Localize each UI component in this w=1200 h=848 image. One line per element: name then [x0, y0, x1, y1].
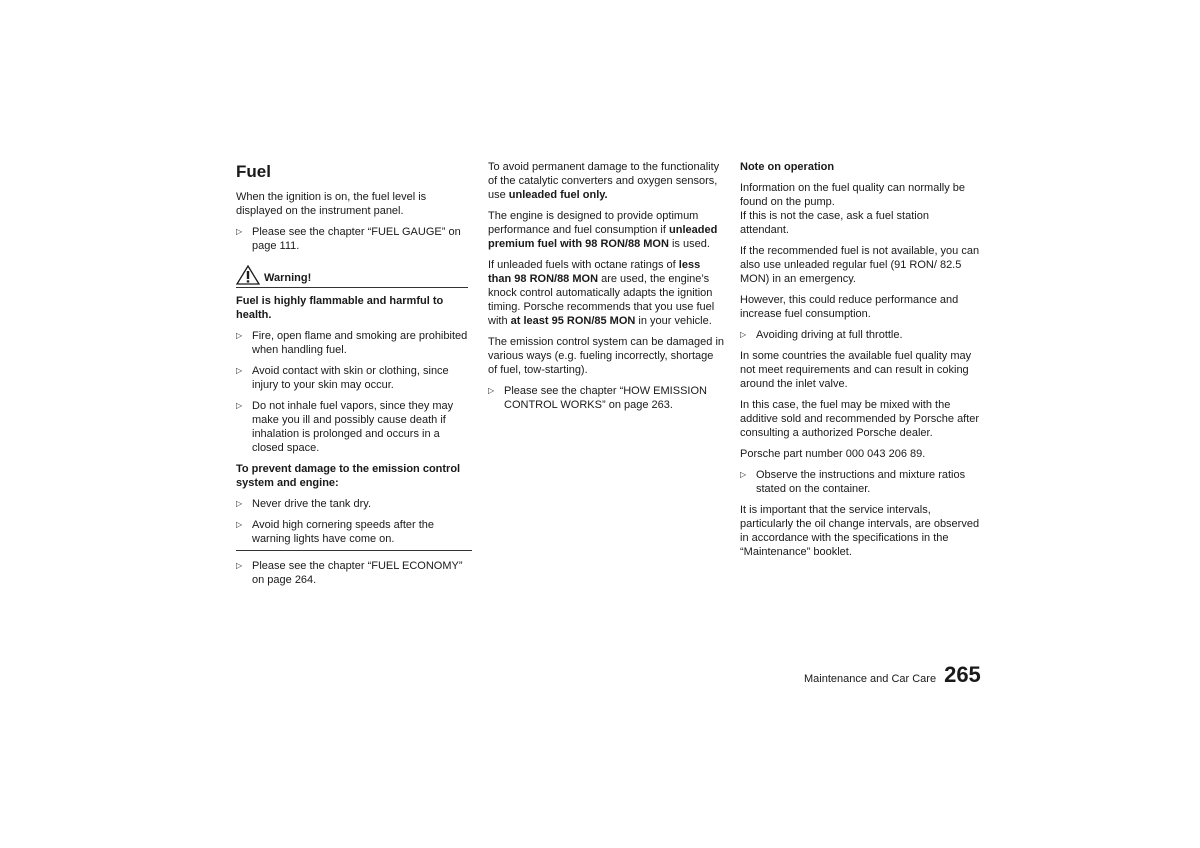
- octane-paragraph: [488, 258, 724, 328]
- note-heading: Note on operation: [740, 161, 835, 173]
- text-run-bold: unleaded fuel only.: [508, 189, 608, 201]
- warning-header: [236, 265, 468, 288]
- section-name: Maintenance and Car Care: [804, 673, 937, 685]
- coking-paragraph: In some countries the available fuel quality may not meet requirements and can result in coking around the inlet valve.: [740, 350, 972, 390]
- list-item: [236, 329, 472, 357]
- list-item: [488, 384, 724, 412]
- recommended-fuel-paragraph: If the recommended fuel is not available, you can also use unleaded regular fuel (91 RON/ 82.5 MON) in an emergency.: [740, 245, 980, 285]
- emission-paragraph: The emission control system can be damaged in various ways (e.g. fueling incorrectly, shortage of fuel, tow-starting).: [488, 336, 725, 376]
- page-title: Fuel: [236, 162, 271, 181]
- triangle-right-icon: ▷: [236, 331, 243, 340]
- warning-label: Warning!: [264, 272, 312, 284]
- warning-end-divider: [236, 550, 472, 551]
- warning-item: Do not inhale fuel vapors, since they may make you ill and possibly cause death if inhalation is prolonged and occurs in a closed space.: [252, 400, 454, 454]
- list-item: [236, 518, 472, 546]
- see-gauge-text: Please see the chapter “FUEL GAUGE” on page 111.: [252, 226, 461, 252]
- text-run: If unleaded fuels with octane ratings of: [488, 259, 679, 271]
- engine-design-paragraph: [488, 209, 724, 251]
- text-run: are used, the engine’s knock control automatically adapts the ignition timing. Porsche recommends that you use fuel with: [488, 273, 715, 327]
- text-run: To avoid permanent damage to the functionality of the catalytic converters and oxygen sensors, use: [488, 161, 720, 201]
- mixture-text: Observe the instructions and mixture ratios stated on the container.: [756, 469, 966, 495]
- catalytic-paragraph: [488, 160, 724, 202]
- triangle-right-icon: ▷: [236, 366, 243, 375]
- column-2: [488, 160, 724, 419]
- text-run-bold: less than 98 RON/88 MON: [488, 259, 701, 285]
- text-run: Information on the fuel quality can normally be found on the pump.: [740, 182, 966, 208]
- prevent-item: Avoid high cornering speeds after the warning lights have come on.: [252, 519, 435, 545]
- list-item: [740, 468, 980, 496]
- performance-paragraph: However, this could reduce performance and increase fuel consumption.: [740, 294, 959, 320]
- list-item: [740, 328, 980, 342]
- warning-item: Fire, open flame and smoking are prohibited when handling fuel.: [252, 330, 468, 356]
- see-economy-text: Please see the chapter “FUEL ECONOMY” on page 264.: [252, 560, 463, 586]
- part-number-paragraph: Porsche part number 000 043 206 89.: [740, 448, 926, 460]
- triangle-right-icon: ▷: [236, 401, 243, 410]
- column-3: [740, 160, 980, 566]
- service-interval-paragraph: It is important that the service intervals, particularly the oil change intervals, are observed in accordance with the specifications in the “Maintenance” booklet.: [740, 504, 980, 558]
- additive-paragraph: In this case, the fuel may be mixed with the additive sold and recommended by Porsche after consulting a authorized Porsche dealer.: [740, 399, 980, 439]
- page-footer: [804, 662, 981, 688]
- intro-paragraph: When the ignition is on, the fuel level is displayed on the instrument panel.: [236, 191, 427, 217]
- list-item: [236, 497, 472, 511]
- column-1: [236, 160, 472, 594]
- see-emission-text: Please see the chapter “HOW EMISSION CONTROL WORKS” on page 263.: [504, 385, 707, 411]
- text-run-bold: unleaded premium fuel with 98 RON/88 MON: [488, 224, 718, 250]
- warning-heading: Fuel is highly flammable and harmful to health.: [236, 295, 444, 321]
- prevent-heading: To prevent damage to the emission control system and engine:: [236, 463, 461, 489]
- list-item: [236, 559, 472, 587]
- text-run: If this is not the case, ask a fuel station attendant.: [740, 210, 929, 236]
- triangle-right-icon: ▷: [236, 499, 243, 508]
- triangle-right-icon: ▷: [488, 386, 495, 395]
- full-throttle-text: Avoiding driving at full throttle.: [756, 329, 903, 341]
- triangle-right-icon: ▷: [236, 561, 243, 570]
- triangle-right-icon: ▷: [236, 520, 243, 529]
- list-item: [236, 364, 472, 392]
- text-run: The engine is designed to provide optimum performance and fuel consumption if: [488, 210, 699, 236]
- triangle-right-icon: ▷: [740, 470, 747, 479]
- list-item: [236, 399, 472, 455]
- page-number: 265: [944, 662, 981, 687]
- text-run: is used.: [668, 238, 710, 250]
- warning-item: Avoid contact with skin or clothing, since injury to your skin may occur.: [252, 365, 449, 391]
- text-run-bold: at least 95 RON/85 MON: [510, 315, 636, 327]
- triangle-right-icon: ▷: [236, 227, 243, 236]
- fuel-quality-paragraph: [740, 181, 980, 237]
- warning-triangle-icon: [236, 265, 260, 285]
- list-item: [236, 225, 472, 253]
- text-run: in your vehicle.: [635, 315, 712, 327]
- triangle-right-icon: ▷: [740, 330, 747, 339]
- prevent-item: Never drive the tank dry.: [252, 498, 372, 510]
